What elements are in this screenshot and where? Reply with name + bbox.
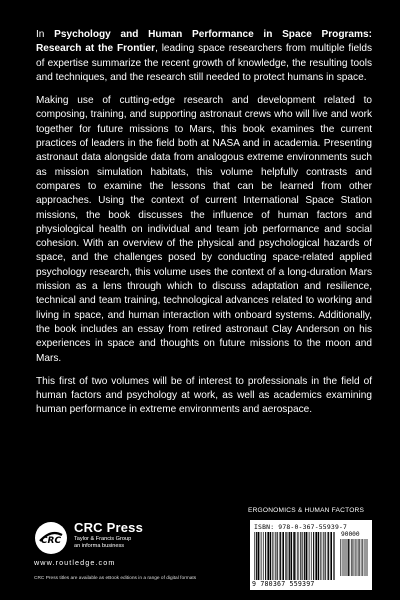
publisher-url: www.routledge.com [34, 558, 116, 567]
barcode-bar [313, 532, 314, 580]
barcode-bar [366, 539, 367, 576]
barcode-bar [325, 532, 326, 580]
blurb-paragraph-3: This first of two volumes will be of interest to professionals in the field of human factors and psychology at work, as well as academics examining human performance in extreme environments and aerospace. [36, 375, 372, 416]
barcode-bar [320, 532, 321, 580]
barcode-bar [296, 532, 297, 580]
subject-category: ERGONOMICS & HUMAN FACTORS [248, 507, 365, 514]
crc-logo-icon [34, 521, 68, 555]
publisher-group: Taylor & Francis Group [74, 536, 132, 542]
barcode-bar [302, 532, 303, 580]
barcode-bar [272, 532, 273, 580]
barcode-bar [333, 532, 334, 580]
price-code: 90000 [341, 531, 360, 538]
barcode-bar [286, 532, 287, 580]
barcode-bar [334, 532, 335, 580]
barcode-bar [300, 532, 301, 580]
barcode-bar [263, 532, 264, 580]
barcode-bar [256, 532, 257, 580]
barcode-bar [359, 539, 360, 576]
barcode-bar [367, 539, 368, 576]
barcode-bar [361, 539, 362, 576]
barcode-bar [308, 532, 309, 580]
barcode-bar [275, 532, 276, 580]
blurb-p1-text: , leading space researchers from multiple fields of expertise summarize the recent growth of knowledge, the resulting tools and techniques, and the research still needed to protect humans in space. [36, 43, 372, 83]
barcode-bar [285, 532, 286, 580]
barcode-bar [348, 539, 349, 576]
ean-barcode-bars [254, 532, 336, 580]
barcode-bar [299, 532, 300, 580]
barcode-bar [345, 539, 346, 576]
barcode-bar [347, 539, 348, 576]
barcode-bar [323, 532, 324, 580]
book-title-inline: Psychology and Human Performance in Space Programs: Research at the Frontier [36, 29, 372, 55]
crc-logo-text: CRC [40, 536, 62, 546]
barcode-bar [297, 532, 298, 580]
barcode-bar [258, 532, 260, 580]
barcode-bar [327, 532, 328, 580]
barcode-bar [364, 539, 365, 576]
barcode-bar [304, 532, 305, 580]
barcode-bar [289, 532, 290, 580]
blurb-p1-intro: In [36, 29, 55, 40]
barcode-bar [306, 532, 308, 580]
barcode-bar [274, 532, 275, 580]
barcode-bar [354, 539, 355, 576]
barcode-bar [288, 532, 289, 580]
barcode-bar [291, 532, 293, 580]
ean-digits: 9 780367 559397 [252, 580, 315, 588]
barcode-bar [328, 532, 329, 580]
barcode-bar [350, 539, 351, 576]
isbn-barcode [250, 520, 372, 590]
isbn-label: ISBN: 978-0-367-55939-7 [254, 523, 348, 531]
addon-barcode-bars [340, 539, 368, 576]
ebook-note: CRC Press titles are available as eBook editions in a range of digital formats [34, 576, 197, 581]
barcode-bar [318, 532, 320, 580]
barcode-bar [322, 532, 323, 580]
barcode-bar [282, 532, 284, 580]
barcode-bar [277, 532, 278, 580]
barcode-bar [353, 539, 354, 576]
barcode-bar [362, 539, 363, 576]
barcode-bar [280, 532, 281, 580]
barcode-bar [342, 539, 343, 576]
barcode-bar [270, 532, 272, 580]
barcode-bar [315, 532, 317, 580]
barcode-bar [356, 539, 357, 576]
publisher-tagline: an informa business [74, 543, 125, 549]
barcode-bar [311, 532, 312, 580]
publisher-name: CRC Press [74, 520, 143, 535]
barcode-bar [262, 532, 263, 580]
barcode-bar [310, 532, 311, 580]
barcode-bar [351, 539, 352, 576]
barcode-bar [279, 532, 280, 580]
barcode-bar [267, 532, 269, 580]
blurb-paragraph-1 [36, 28, 372, 85]
barcode-bar [344, 539, 345, 576]
barcode-bar [340, 539, 341, 576]
back-cover-blurb [36, 28, 372, 427]
barcode-bar [330, 532, 332, 580]
blurb-paragraph-2: Making use of cutting-edge research and development related to composing, training, and supporting astronaut crews who will live and work together for future missions to Mars, this book examines the current practices of leaders in the field both at NASA and in academia. Presenting astronaut data alongside data from analogous extreme environments such as mission simulation habitats, this volume helpfully contrasts and compares to examine the lessons that can be learned from other approaches. Using the context of current International Space Station missions, the book discusses the influence of human factors and physiological health on individual and team job performance and social cohesion. With an overview of the physical and psychological hazards of space, and the challenges posed by conducting space-related applied psychology research, this volume uses the context of a long-duration Mars mission as a lens through which to discuss adaptation and resilience, technical and team training, technological advances related to working and living in space, and human interaction with onboard systems. Additionally, the book includes an essay from retired astronaut Clay Anderson on his experiences in space and thoughts on future missions to the moon and Mars. [36, 95, 372, 364]
barcode-bar [293, 532, 295, 580]
barcode-bar [254, 532, 255, 580]
barcode-bar [357, 539, 358, 576]
barcode-bar [260, 532, 261, 580]
barcode-bar [265, 532, 266, 580]
publisher-subtitle [74, 536, 131, 550]
